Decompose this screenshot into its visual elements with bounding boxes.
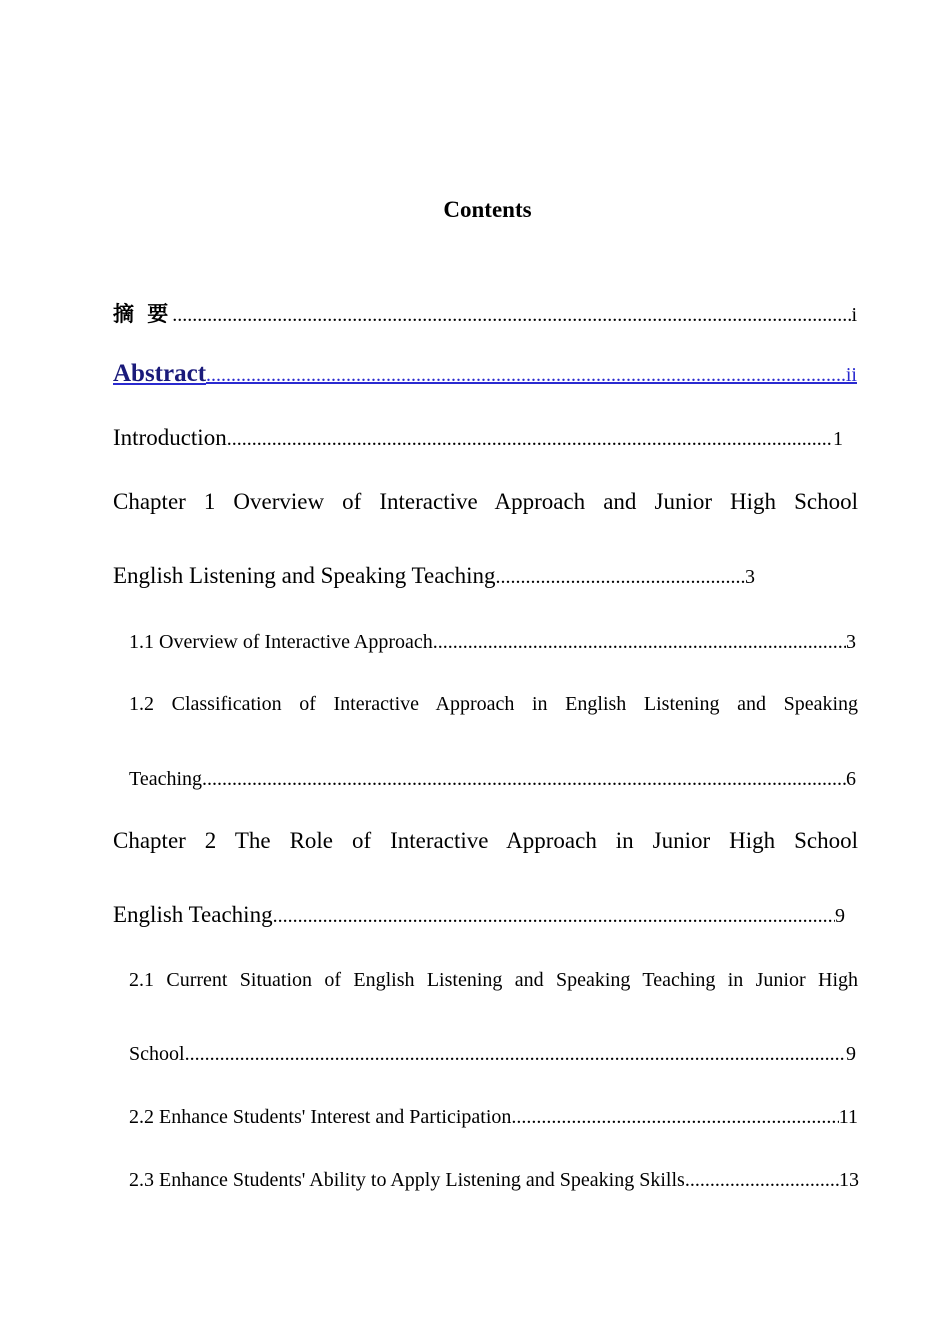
toc-entry-1-2[interactable] [129, 768, 856, 791]
toc-entry-1-2-line1[interactable]: 1.2 Classification of Interactive Approach in English Listening and Speaking [129, 693, 858, 715]
toc-page: 9 [846, 1043, 856, 1065]
toc-page: 1 [833, 428, 843, 450]
toc-label: 2.3 Enhance Students' Ability to Apply Listening and Speaking Skills [129, 1169, 685, 1191]
toc-entry-2-1-line1[interactable]: 2.1 Current Situation of English Listening and Speaking Teaching in Junior High [129, 969, 858, 991]
toc-page: 3 [846, 631, 856, 653]
dot-leader [496, 566, 745, 589]
dot-leader [685, 1169, 839, 1192]
toc-page: 6 [846, 768, 856, 790]
dot-leader [273, 905, 835, 928]
toc-page: 13 [839, 1169, 859, 1191]
toc-entry-abstract-link[interactable] [113, 360, 857, 388]
toc-label: Abstract [113, 360, 207, 387]
dot-leader [202, 768, 846, 791]
dot-leader [172, 304, 851, 327]
toc-entry-chapter2[interactable] [113, 902, 845, 928]
dot-leader [433, 631, 846, 654]
toc-page: 3 [745, 566, 755, 588]
toc-entry-chapter1-line1[interactable]: Chapter 1 Overview of Interactive Approach and Junior High School [113, 489, 858, 514]
dot-leader [227, 428, 833, 451]
toc-page: i [851, 304, 857, 326]
toc-page: ii [845, 364, 857, 386]
toc-entry-2-1[interactable] [129, 1043, 856, 1066]
toc-entry-chapter2-line1[interactable]: Chapter 2 The Role of Interactive Approach in Junior High School [113, 828, 858, 853]
toc-entry-abstract-cn[interactable] [113, 298, 857, 328]
toc-entry-2-3[interactable] [129, 1169, 859, 1192]
toc-entry-2-2[interactable] [129, 1106, 858, 1129]
toc-label: English Listening and Speaking Teaching [113, 563, 496, 588]
dot-leader [206, 364, 846, 387]
toc-entry-introduction[interactable] [113, 425, 843, 451]
dot-leader [185, 1043, 846, 1066]
toc-label: Teaching [129, 768, 203, 790]
toc-label: Introduction [113, 425, 227, 450]
toc-label: School [129, 1043, 185, 1065]
contents-title: Contents [443, 197, 532, 222]
toc-page: 11 [838, 1106, 858, 1128]
toc-page: 9 [835, 905, 845, 927]
dot-leader [511, 1106, 838, 1129]
toc-entry-chapter1[interactable] [113, 563, 755, 589]
toc-label: English Teaching [113, 902, 273, 927]
toc-label: 2.2 Enhance Students' Interest and Participation [129, 1106, 512, 1128]
toc-label: 1.1 Overview of Interactive Approach [129, 631, 433, 653]
toc-label: 摘 要 [113, 302, 173, 326]
toc-entry-1-1[interactable] [129, 631, 856, 654]
